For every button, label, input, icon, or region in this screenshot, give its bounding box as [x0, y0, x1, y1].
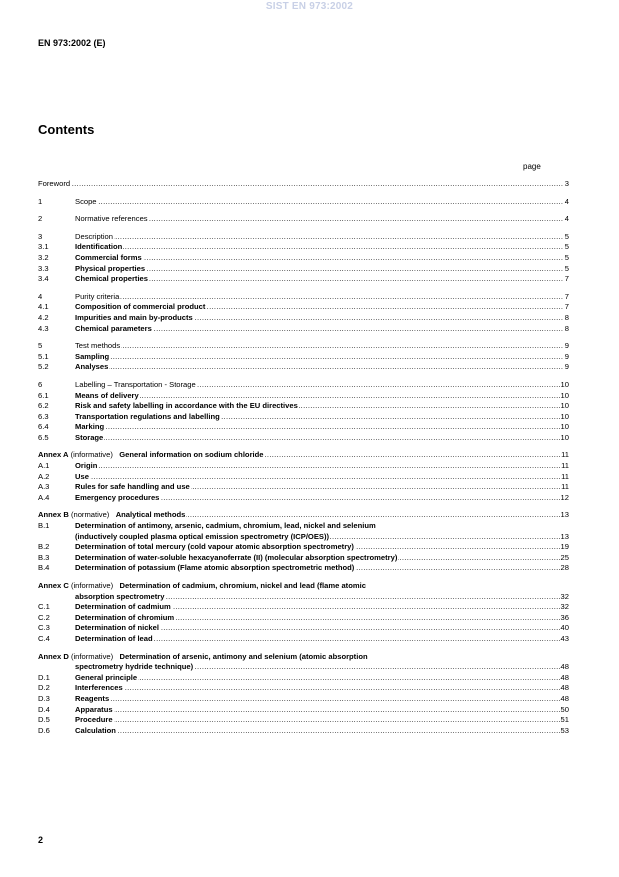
- toc-entry-label: [38, 563, 355, 574]
- toc-entry[interactable]: [38, 352, 569, 363]
- section-title: Origin: [75, 461, 98, 471]
- page-number: 28: [560, 563, 569, 573]
- page-number: 4: [564, 196, 569, 206]
- toc-entry-label: [38, 532, 330, 543]
- section-title: Interferences: [75, 683, 123, 693]
- section-title: Test methods: [75, 341, 121, 351]
- section-title: Procedure: [75, 715, 113, 725]
- page-number: 25: [560, 552, 569, 562]
- toc-entry-label: [38, 461, 98, 472]
- toc-entry[interactable]: [38, 179, 569, 190]
- toc-entry[interactable]: [38, 324, 569, 335]
- page-number: 5: [564, 231, 569, 241]
- dot-leader: [38, 472, 569, 483]
- page-number: 32: [560, 591, 569, 601]
- page-number: 10: [560, 411, 569, 421]
- toc-entry-label: [38, 253, 143, 264]
- toc-entry-label: [38, 521, 377, 532]
- section-title: Identification: [75, 242, 123, 252]
- section-title: Determination of total mercury (cold vapour atomic absorption spectrometry): [75, 542, 354, 552]
- dot-leader: [38, 694, 569, 705]
- section-title: Commercial forms: [75, 252, 142, 262]
- toc-entry[interactable]: [38, 694, 569, 705]
- toc-entry-label: [38, 232, 114, 243]
- toc-entry-label: [38, 450, 265, 461]
- section-number: D.4: [38, 704, 50, 714]
- section-title: Determination of cadmium, chromium, nickel and lead (flame atomic: [119, 581, 366, 590]
- toc-entry[interactable]: [38, 450, 569, 461]
- page-number: 5: [564, 242, 569, 252]
- section-number: B.1: [38, 521, 50, 531]
- section-title: Normative references: [75, 214, 148, 224]
- section-number: 4: [38, 291, 43, 301]
- page-title: Contents: [38, 122, 95, 137]
- toc-entry[interactable]: [38, 232, 569, 243]
- section-title: Physical properties: [75, 263, 146, 273]
- toc-entry[interactable]: [38, 726, 569, 737]
- section-number: 4.3: [38, 323, 49, 333]
- toc-entry-label: [38, 313, 194, 324]
- toc-entry-label: [38, 264, 146, 275]
- section-title: Marking: [75, 422, 105, 432]
- toc-entry[interactable]: [38, 553, 569, 564]
- toc-entry-label: [38, 292, 120, 303]
- page-column-heading: page: [523, 162, 541, 171]
- annex-label: Annex D: [38, 651, 69, 661]
- annex-label: Annex B: [38, 510, 69, 520]
- section-title: Determination of chromium: [75, 612, 175, 622]
- page-number: 11: [561, 482, 569, 492]
- page-number: 50: [560, 704, 569, 714]
- section-number: 3.2: [38, 252, 49, 262]
- page-number: 7: [564, 274, 569, 284]
- toc-entry-label: [38, 634, 154, 645]
- dot-leader: [38, 352, 569, 363]
- toc-entry[interactable]: [38, 634, 569, 645]
- dot-leader: [38, 362, 569, 373]
- section-number: D.5: [38, 715, 50, 725]
- toc-entry-label: [38, 422, 105, 433]
- toc-entry[interactable]: [38, 313, 569, 324]
- section-title: Calculation: [75, 725, 116, 735]
- toc-entry-label: [38, 592, 165, 603]
- annex-type: (informative): [70, 450, 113, 460]
- page-number: 13: [560, 510, 569, 520]
- toc-entry[interactable]: [38, 292, 569, 303]
- toc-entry-label: [38, 715, 114, 726]
- section-title: Determination of potassium (Flame atomic absorption spectrometric method): [75, 563, 355, 573]
- section-title: (inductively coupled plasma optical emission spectrometry (ICP/OES)): [75, 531, 330, 541]
- toc-entry[interactable]: [38, 602, 569, 613]
- page-number: 7: [564, 302, 569, 312]
- section-number: 6.5: [38, 432, 49, 442]
- page-number: 4: [564, 214, 569, 224]
- toc-entry-label: [38, 274, 149, 285]
- toc-entry-label: [38, 683, 124, 694]
- toc-entry-label: [38, 482, 191, 493]
- section-number: 5: [38, 341, 43, 351]
- toc-entry-label: [38, 362, 109, 373]
- annex-type: (informative): [70, 651, 114, 661]
- dot-leader: [38, 197, 569, 208]
- toc-entry[interactable]: [38, 422, 569, 433]
- page-number: 10: [560, 432, 569, 442]
- section-number: A.2: [38, 471, 50, 481]
- section-number: 5.1: [38, 351, 49, 361]
- section-title: Apparatus: [75, 704, 113, 714]
- dot-leader: [38, 461, 569, 472]
- toc-entry[interactable]: [38, 433, 569, 444]
- section-title: Chemical properties: [75, 274, 149, 284]
- section-number: 3.1: [38, 242, 49, 252]
- page-number: 32: [560, 602, 569, 612]
- section-title: Determination of cadmium: [75, 602, 171, 612]
- toc-entry-label: [38, 352, 110, 363]
- page-number: 10: [560, 390, 569, 400]
- toc-entry-label: [38, 510, 186, 521]
- page-number: 11: [561, 461, 569, 471]
- toc-entry-label: [38, 472, 90, 483]
- toc-entry-label: [38, 726, 117, 737]
- page-number: 11: [561, 471, 569, 481]
- section-title: Chemical parameters: [75, 323, 152, 333]
- watermark: SIST EN 973:2002: [265, 1, 354, 12]
- section-title: Emergency procedures: [75, 492, 160, 502]
- toc-entry[interactable]: [38, 362, 569, 373]
- toc-entry[interactable]: [38, 673, 569, 684]
- section-title: Means of delivery: [75, 390, 139, 400]
- page-number: 40: [560, 623, 569, 633]
- toc-entry-label: [38, 652, 369, 663]
- toc-entry[interactable]: [38, 662, 569, 673]
- toc-entry-label: [38, 493, 160, 504]
- toc-entry-label: [38, 553, 398, 564]
- toc-entry[interactable]: [38, 623, 569, 634]
- dot-leader: [38, 705, 569, 716]
- toc-entry-label: [38, 623, 160, 634]
- section-title: Composition of commercial product: [75, 302, 206, 312]
- toc-entry[interactable]: [38, 581, 569, 592]
- toc-entry[interactable]: [38, 302, 569, 313]
- toc-entry-label: [38, 673, 138, 684]
- page-number: 11: [561, 450, 569, 460]
- section-number: 6: [38, 379, 43, 389]
- page-number: 5: [564, 252, 569, 262]
- toc-entry[interactable]: [38, 563, 569, 574]
- section-number: 4.2: [38, 312, 49, 322]
- page-number: 9: [564, 362, 569, 372]
- toc-entry-label: [38, 613, 175, 624]
- section-title: Description: [75, 231, 113, 241]
- section-title: Determination of arsenic, antimony and selenium (atomic absorption: [119, 651, 368, 661]
- section-title: General principle: [75, 672, 138, 682]
- toc-entry-label: [38, 341, 121, 352]
- page-number: 10: [560, 401, 569, 411]
- toc-entry[interactable]: [38, 493, 569, 504]
- toc-entry[interactable]: [38, 412, 569, 423]
- toc-entry-label: [38, 401, 299, 412]
- toc-entry[interactable]: [38, 715, 569, 726]
- toc-entry-label: [38, 242, 123, 253]
- toc-entry[interactable]: [38, 461, 569, 472]
- dot-leader: [38, 179, 569, 190]
- toc-entry-label: [38, 662, 194, 673]
- section-title: Labelling – Transportation - Storage: [75, 379, 196, 389]
- toc-entry[interactable]: [38, 683, 569, 694]
- toc-entry[interactable]: [38, 401, 569, 412]
- toc-entry-label: [38, 694, 110, 705]
- section-title: Determination of antimony, arsenic, cadmium, chromium, lead, nickel and selenium: [75, 521, 376, 531]
- section-title: General information on sodium chloride: [119, 450, 264, 460]
- annex-label: Annex C: [38, 581, 69, 590]
- toc-entry-label: [38, 302, 206, 313]
- page-number: 51: [560, 715, 569, 725]
- toc-entry-label: [38, 179, 71, 190]
- toc-entry[interactable]: [38, 510, 569, 521]
- page-number: 10: [560, 379, 569, 389]
- toc-entry[interactable]: [38, 592, 569, 603]
- toc-entry-label: [38, 197, 98, 208]
- page-number: 48: [560, 693, 569, 703]
- section-number: 3.4: [38, 274, 49, 284]
- dot-leader: [38, 715, 569, 726]
- toc-entry-label: [38, 602, 172, 613]
- page-number: 9: [564, 351, 569, 361]
- section-number: 4.1: [38, 302, 49, 312]
- toc-entry-label: [38, 412, 221, 423]
- dot-leader: [38, 232, 569, 243]
- page-number: 19: [560, 542, 569, 552]
- section-title: Rules for safe handling and use: [75, 482, 190, 492]
- section-number: 2: [38, 214, 43, 224]
- page-number: 13: [560, 531, 569, 541]
- toc-entry[interactable]: [38, 472, 569, 483]
- section-number: C.3: [38, 623, 50, 633]
- toc-entry-label: [38, 391, 140, 402]
- section-title: Scope: [75, 196, 97, 206]
- toc-entry[interactable]: [38, 264, 569, 275]
- section-number: 1: [38, 196, 43, 206]
- toc-entry[interactable]: [38, 197, 569, 208]
- section-title: spectrometry hydride technique): [75, 662, 194, 672]
- section-number: B.4: [38, 563, 50, 573]
- page-number: 48: [560, 672, 569, 682]
- page-number: 7: [564, 291, 569, 301]
- dot-leader: [38, 422, 569, 433]
- toc-entry[interactable]: [38, 532, 569, 543]
- toc-entry-label: [38, 324, 153, 335]
- section-number: B.3: [38, 552, 50, 562]
- toc-entry-label: [38, 581, 367, 592]
- page-number: 12: [560, 492, 569, 502]
- section-number: A.3: [38, 482, 50, 492]
- section-number: D.3: [38, 693, 50, 703]
- section-title: Analytical methods: [115, 510, 186, 520]
- toc-entry[interactable]: [38, 521, 569, 532]
- toc-entry[interactable]: [38, 242, 569, 253]
- section-number: 6.4: [38, 422, 49, 432]
- page-number: 36: [560, 612, 569, 622]
- section-title: Storage: [75, 432, 104, 442]
- section-number: 5.2: [38, 362, 49, 372]
- toc-entry[interactable]: [38, 341, 569, 352]
- toc-entry[interactable]: [38, 391, 569, 402]
- section-number: A.1: [38, 461, 50, 471]
- section-number: 3.3: [38, 263, 49, 273]
- footer-page-number: 2: [38, 835, 44, 845]
- section-number: 6.2: [38, 401, 49, 411]
- section-title: Transportation regulations and labelling: [75, 411, 220, 421]
- section-number: D.1: [38, 672, 50, 682]
- dot-leader: [38, 726, 569, 737]
- section-title: Impurities and main by-products: [75, 312, 193, 322]
- page-number: 10: [560, 422, 569, 432]
- section-title: Purity criteria: [75, 291, 120, 301]
- section-title: Sampling: [75, 351, 110, 361]
- section-title: Foreword: [38, 179, 71, 188]
- toc-entry-label: [38, 380, 197, 391]
- toc-entry-label: [38, 705, 114, 716]
- toc-entry-label: [38, 542, 355, 553]
- toc-entry-label: [38, 433, 104, 444]
- page-number: 43: [560, 633, 569, 643]
- toc-entry[interactable]: [38, 652, 569, 663]
- section-number: D.6: [38, 725, 50, 735]
- section-title: absorption spectrometry: [75, 591, 165, 601]
- page-number: 3: [564, 179, 569, 188]
- section-title: Analyses: [75, 362, 109, 372]
- annex-label: Annex A: [38, 450, 69, 460]
- page-number: 5: [564, 263, 569, 273]
- section-number: D.2: [38, 683, 50, 693]
- dot-leader: [38, 433, 569, 444]
- section-number: C.1: [38, 602, 50, 612]
- page-number: 9: [564, 341, 569, 351]
- toc-entry-label: [38, 214, 149, 225]
- toc-entry[interactable]: [38, 214, 569, 225]
- page-number: 53: [560, 725, 569, 735]
- page-number: 48: [560, 662, 569, 672]
- section-number: C.4: [38, 633, 50, 643]
- toc-entry[interactable]: [38, 542, 569, 553]
- annex-type: (normative): [70, 510, 110, 520]
- toc-entry[interactable]: [38, 482, 569, 493]
- page-number: 8: [564, 323, 569, 333]
- toc-entry[interactable]: [38, 380, 569, 391]
- section-title: Determination of nickel: [75, 623, 159, 633]
- table-of-contents: [38, 179, 569, 736]
- section-title: Determination of lead: [75, 633, 153, 643]
- section-number: A.4: [38, 492, 50, 502]
- section-number: 6.1: [38, 390, 49, 400]
- document-id: EN 973:2002 (E): [38, 38, 106, 48]
- toc-entry[interactable]: [38, 613, 569, 624]
- toc-entry[interactable]: [38, 274, 569, 285]
- section-title: Use: [75, 471, 89, 481]
- section-number: 3: [38, 231, 43, 241]
- section-number: C.2: [38, 612, 50, 622]
- page-number: 48: [560, 683, 569, 693]
- page-number: 8: [564, 312, 569, 322]
- section-title: Determination of water-soluble hexacyanoferrate (II) (molecular absorption spectrometry): [75, 552, 398, 562]
- toc-entry[interactable]: [38, 705, 569, 716]
- section-number: 6.3: [38, 411, 49, 421]
- toc-entry[interactable]: [38, 253, 569, 264]
- section-title: Reagents: [75, 693, 110, 703]
- section-title: Risk and safety labelling in accordance with the EU directives: [75, 401, 298, 411]
- annex-type: (informative): [70, 581, 114, 590]
- section-number: B.2: [38, 542, 50, 552]
